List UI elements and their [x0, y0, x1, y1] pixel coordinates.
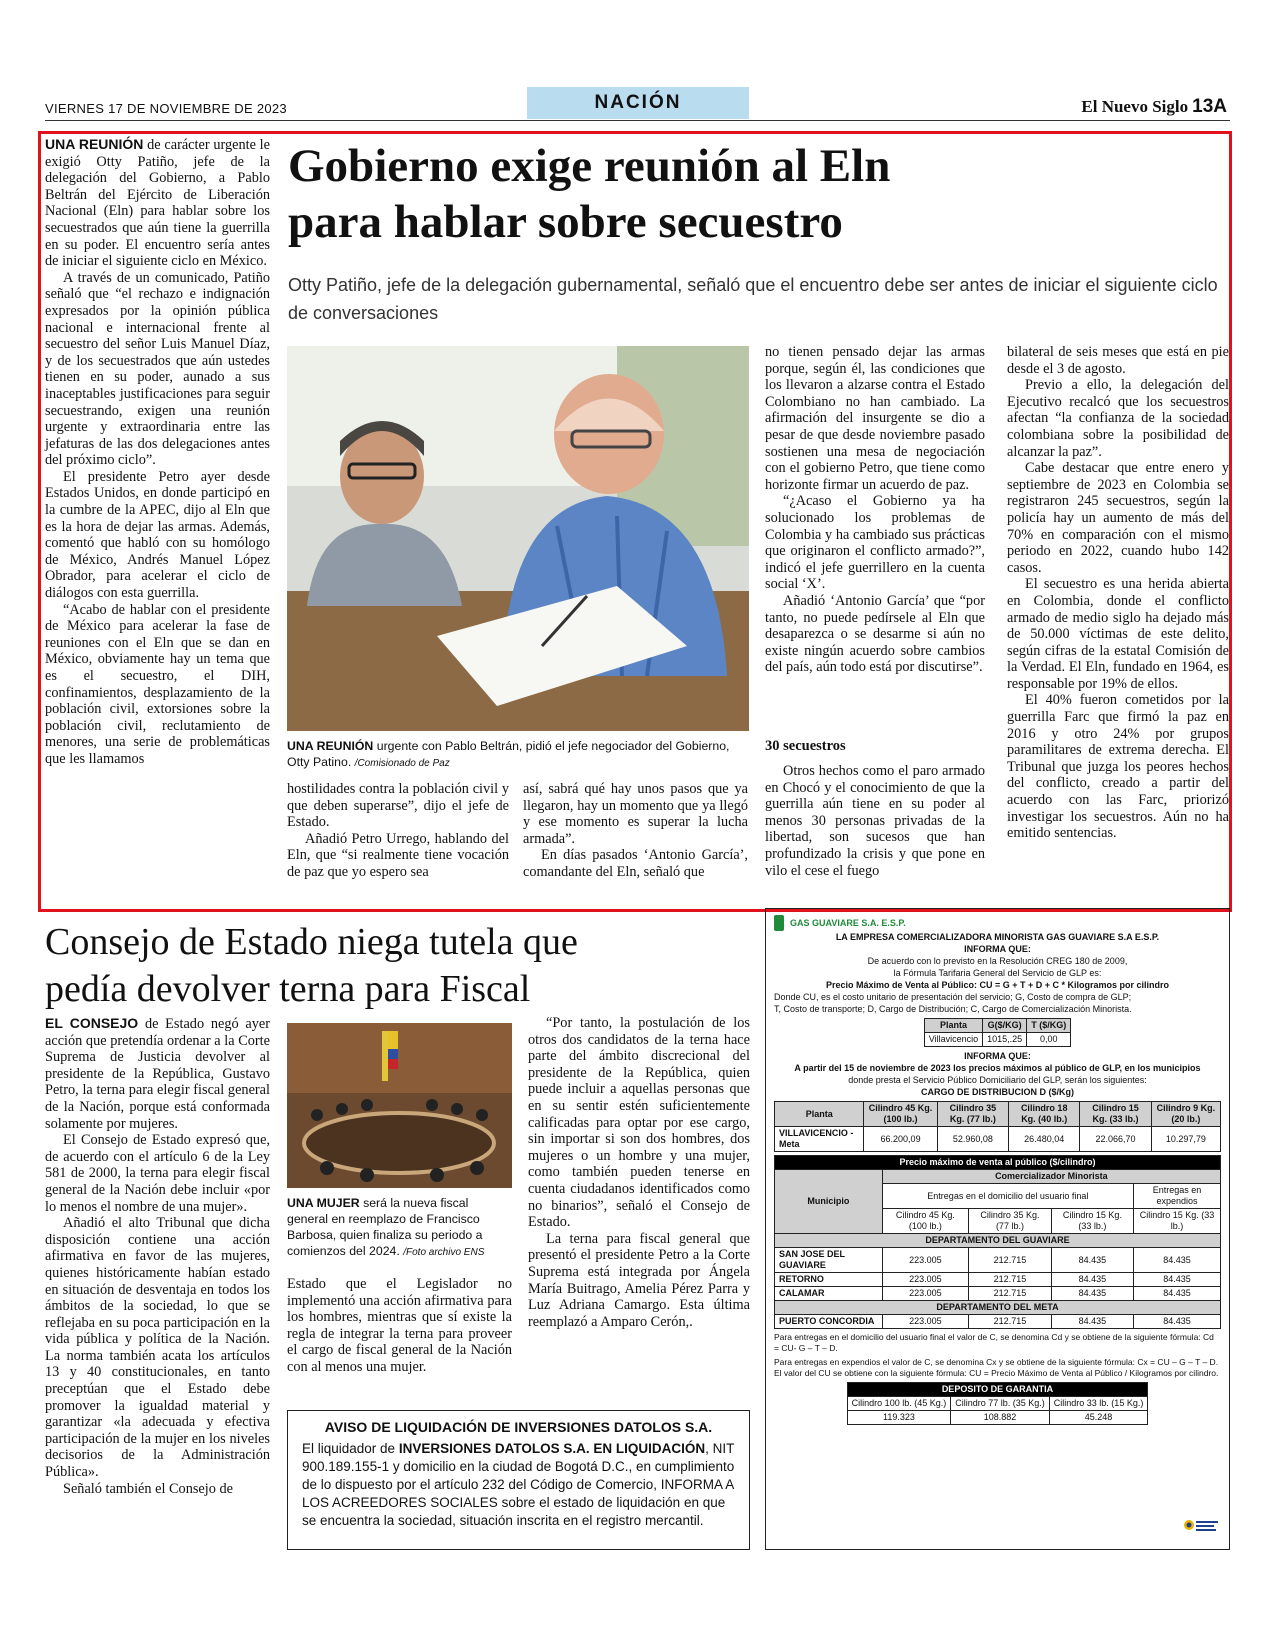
- gas-t4-h2: Cilindro 33 lb. (15 Kg.): [1049, 1397, 1148, 1411]
- article1-photo-credit: /Comisionado de Paz: [354, 758, 450, 769]
- gas-r3-c3: 84.435: [1051, 1287, 1133, 1301]
- gas-r1-mun: SAN JOSE DEL GUAVIARE: [775, 1248, 883, 1273]
- article1-lead: UNA REUNIÓN: [45, 136, 144, 152]
- gas-r2-c1: 223.005: [882, 1273, 968, 1287]
- gas-informa2: INFORMA QUE:: [964, 1051, 1031, 1061]
- article2-headline-line2: pedía devolver terna para Fiscal: [45, 968, 531, 1010]
- gas-line4: donde presta el Servicio Público Domiciliario del GLP, serán los siguientes:: [848, 1075, 1147, 1085]
- gas-r4-c3: 84.435: [1051, 1315, 1133, 1329]
- article1-column-5: [1007, 344, 1229, 842]
- gas-t3-dept1: DEPARTAMENTO DEL GUAVIARE: [775, 1234, 1221, 1248]
- article1-p3: El presidente Petro ayer desde Estados Unidos, en donde participó en la cumbre de la APEC, dijo al Eln que es la hora de dejar las armas. Además, comentó que habló con su homólogo de México, Andrés Manuel López Obrador, para acelerar el ciclo de diálogos con esta guerrilla.: [45, 468, 270, 602]
- article1-c4p1: no tienen pensado dejar las armas porque, según él, las condiciones que los llevaron a alzarse contra el Estado Colombiano no han cambiado. La afirmación del insurgente se dio a pesar de que desde noviembre pasado sostienen una mesa de negociación con el gobierno Petro, que tiene como horizonte firmar un acuerdo de paz.: [765, 344, 985, 493]
- gas-r2-c3: 84.435: [1051, 1273, 1133, 1287]
- gas-note2: Para entregas en expendios el valor de C, se denomina Cx y se obtiene de la siguiente fórmula: Cx = CU – G – T – D. El valor del CU se obtiene con la siguiente fórmula: CU = Precio Máximo de Venta al Público / Kilogramos por cilindro.: [774, 1357, 1219, 1378]
- article1-c5p3: Cabe destacar que entre enero y septiembre de 2023 en Colombia se registraron 245 secuestros, según la policía hay un aumento de más del 70% en comparación con el mismo periodo en 2022, cuando hubo 142 casos.: [1007, 460, 1229, 576]
- article1-column-3: [523, 781, 748, 881]
- gas-company: LA EMPRESA COMERCIALIZADORA MINORISTA GAS GUAVIARE S.A E.S.P.: [835, 932, 1160, 942]
- gas-t4-h0: Cilindro 100 lb. (45 Kg.): [847, 1397, 951, 1411]
- article2-photo-credit: /Foto archivo ENS: [403, 1247, 485, 1258]
- gas-table-planta: [924, 1018, 1071, 1047]
- gas-table-distribucion: [774, 1101, 1221, 1152]
- gas-r1-c4: 84.435: [1134, 1248, 1221, 1273]
- article1-headline: [288, 138, 1198, 250]
- article1-caption-lead: UNA REUNIÓN: [287, 739, 374, 753]
- gas-t3-dom: Entregas en el domicilio del usuario final: [882, 1184, 1133, 1209]
- article2-column-1: [45, 1015, 270, 1497]
- gas-r4-c1: 223.005: [882, 1315, 968, 1329]
- liquidation-notice-body: [302, 1440, 735, 1530]
- gas-t3-col0: Cilindro 45 Kg. (100 lb.): [882, 1209, 968, 1234]
- article2-lead: EL CONSEJO: [45, 1015, 139, 1031]
- gas-t2-c5: 10.297,79: [1151, 1127, 1220, 1152]
- gas-t1-c2: 0,00: [1027, 1033, 1071, 1047]
- gas-def2: T, Costo de transporte; D, Cargo de Distribución; C, Cargo de Comercialización Minorista.: [774, 1004, 1132, 1014]
- gas-r1-c1: 223.005: [882, 1248, 968, 1273]
- article1-caption: [287, 738, 747, 772]
- gas-t3-col2: Cilindro 15 Kg. (33 lb.): [1051, 1209, 1133, 1234]
- gas-t3-col3: Cilindro 15 Kg. (33 lb.): [1134, 1209, 1221, 1234]
- article1-c2p2: Añadió Petro Urrego, hablando del Eln, que “si realmente tiene vocación de paz que yo espero sea: [287, 830, 509, 880]
- gas-t1-h2: T ($/KG): [1027, 1019, 1071, 1033]
- article1-caption-text: urgente con Pablo Beltrán, pidió el jefe negociador del Gobierno, Otty Patino.: [287, 739, 730, 769]
- gas-r3-c2: 212.715: [969, 1287, 1052, 1301]
- gas-t1-c0: Villavicencio: [924, 1033, 982, 1047]
- section-name: NACIÓN: [527, 87, 749, 119]
- article1-column-2: [287, 781, 509, 881]
- gas-t3-mun: Municipio: [775, 1170, 883, 1234]
- gas-r4-mun: PUERTO CONCORDIA: [775, 1315, 883, 1329]
- gas-r1-c3: 84.435: [1051, 1248, 1133, 1273]
- gas-t2-h1: Cilindro 45 Kg. (100 lb.): [864, 1102, 937, 1127]
- gas-r2-c4: 84.435: [1134, 1273, 1221, 1287]
- gas-table-deposito: [847, 1382, 1149, 1425]
- article2-p4: Señaló también el Consejo de: [63, 1480, 233, 1497]
- gas-t1-h1: G($/KG): [983, 1019, 1027, 1033]
- article2-headline-line1: Consejo de Estado niega tutela que: [45, 921, 578, 963]
- gas-t3-com: Comercializador Minorista: [882, 1170, 1220, 1184]
- article1-subhead: 30 secuestros: [765, 738, 846, 754]
- gas-t3-title: Precio máximo de venta al público ($/cilindro): [775, 1156, 1221, 1170]
- gas-t2-h0: Planta: [775, 1102, 864, 1127]
- gas-t4-h1: Cilindro 77 lb. (35 Kg.): [951, 1397, 1050, 1411]
- article2-caption-lead: UNA MUJER: [287, 1196, 360, 1210]
- article1-p4: “Acabo de hablar con el presidente de México para acelerar la fase de reuniones con el Eln que se dan en México, obviamente hay un tema que es el secuestro, el DIH, confinamientos, desplazamiento de la población civil, extorsiones sobre la población civil, reclutamiento de menores, una serie de problemáticas que les llamamos: [45, 601, 270, 767]
- newspaper-masthead: [1081, 96, 1227, 118]
- gas-t4-c0: 119.323: [847, 1411, 951, 1425]
- article1-p2: A través de un comunicado, Patiño señaló que “el rechazo e indignación expresados por la opinión pública nacional e internacional frente al secuestro del señor Luis Manuel Díaz, y de los secuestrados que aún ustedes tienen en su poder, aunado a sus inaceptables justificaciones para seguir secuestrando, exigen una reunión urgente y extraordinaria entre las jefaturas de las dos delegaciones antes del próximo ciclo”.: [45, 269, 270, 469]
- negotiators-photo: [287, 346, 749, 731]
- gas-t2-c0: VILLAVICENCIO - Meta: [775, 1127, 864, 1152]
- article1-column-1: [45, 136, 270, 768]
- gas-r1-c2: 212.715: [969, 1248, 1052, 1273]
- gas-t4-title: DEPOSITO DE GARANTIA: [847, 1383, 1148, 1397]
- gas-t2-c1: 66.200,09: [864, 1127, 937, 1152]
- gas-t2-c2: 52.960,08: [937, 1127, 1008, 1152]
- gas-t2-h4: Cilindro 15 Kg. (33 lb.): [1080, 1102, 1151, 1127]
- article2-caption: [287, 1195, 512, 1261]
- article1-c3p1: así, sabrá qué hay unos pasos que ya llegaron, hay un momento que ya llegó y ese momento es superar la lucha armada”.: [523, 781, 748, 847]
- gas-formula: Precio Máximo de Venta al Público: CU = G + T + D + C * Kilogramos por cilindro: [825, 980, 1170, 990]
- liquidation-notice-title: AVISO DE LIQUIDACIÓN DE INVERSIONES DATOLOS S.A.: [324, 1419, 713, 1435]
- page-number: 13A: [1192, 96, 1227, 117]
- article1-headline-line1: Gobierno exige reunión al Eln: [288, 140, 891, 192]
- article2-column-3: [528, 1015, 750, 1330]
- gas-cargo-title: CARGO DE DISTRIBUCION D ($/Kg): [921, 1087, 1074, 1097]
- article2-p2: El Consejo de Estado expresó que, de acuerdo con el artículo 6 de la Ley 581 de 2000, la terna para elegir fiscal general de la Nación debe incluir «por lo menos el nombre de una mujer».: [45, 1132, 270, 1215]
- newspaper-name: El Nuevo Siglo: [1081, 97, 1189, 116]
- gas-table-precios: [774, 1155, 1221, 1329]
- article1-photo: [287, 346, 749, 731]
- gas-line2: la Fórmula Tarifaria General del Servicio de GLP es:: [893, 968, 1102, 978]
- article2-caption-text: será la nueva fiscal general en reemplazo de Francisco Barbosa, quien finaliza su periodo a comienzos del 2024.: [287, 1196, 483, 1258]
- article1-c4p3: Añadió ‘Antonio García’ que “por tanto, no puede pedírsele al Eln que desaparezca o se desarme si aún no existe ningún acuerdo sobre cambios del país, aún todo está por discutirse”.: [765, 592, 985, 676]
- article1-p1: de carácter urgente le exigió Otty Patiño, jefe de la delegación del Gobierno, a Pablo Beltrán del Ejército de Liberación Nacional (Eln) para hablar sobre los secuestrados que aún tiene la guerrilla en su poder. El encuentro sería antes de iniciar el siguiente ciclo en México.: [45, 137, 270, 270]
- article1-c2p1: hostilidades contra la población civil y que deben superarse”, dijo el jefe de Estado.: [287, 781, 509, 831]
- article1-c5p1: bilateral de seis meses que está en pie desde el 3 de agosto.: [1007, 344, 1229, 377]
- gas-t2-c3: 26.480,04: [1009, 1127, 1080, 1152]
- gas-r3-mun: CALAMAR: [775, 1287, 883, 1301]
- article1-headline-line2: para hablar sobre secuestro: [288, 196, 843, 248]
- article2-p1: de Estado negó ayer acción que pretendía ordenar a la Corte Suprema de Justicia devolver al presidente de la República, Gustavo Petro, la terna para elegir fiscal general de la Nación, porque está conformada solamente por mujeres.: [45, 1016, 270, 1132]
- gas-t4-c1: 108.882: [951, 1411, 1050, 1425]
- gas-informa: INFORMA QUE:: [964, 944, 1031, 954]
- gas-t3-exp: Entregas en expendios: [1134, 1184, 1221, 1209]
- gas-r4-c4: 84.435: [1134, 1315, 1221, 1329]
- edition-date: VIERNES 17 DE NOVIEMBRE DE 2023: [45, 101, 287, 116]
- article1-c3p2: En días pasados ‘Antonio García’, comandante del Eln, señaló que: [523, 847, 748, 880]
- header-rule: [45, 120, 1230, 121]
- gas-r3-c4: 84.435: [1134, 1287, 1221, 1301]
- article1-column-4b: [765, 763, 985, 879]
- gas-t2-c4: 22.066,70: [1080, 1127, 1151, 1152]
- gas-r2-c2: 212.715: [969, 1273, 1052, 1287]
- court-session-photo: [287, 1023, 512, 1188]
- gas-t4-c2: 45.248: [1049, 1411, 1148, 1425]
- gas-logo: [774, 915, 1221, 931]
- gas-t1-h0: Planta: [924, 1019, 982, 1033]
- gas-t2-h5: Cilindro 9 Kg. (20 lb.): [1151, 1102, 1220, 1127]
- gas-r2-mun: RETORNO: [775, 1273, 883, 1287]
- gas-t2-h2: Cilindro 35 Kg. (77 lb.): [937, 1102, 1008, 1127]
- article1-c4p2: “¿Acaso el Gobierno ya ha solucionado los problemas de Colombia y ha cambiado sus prácticas que originaron el conflicto armado?”, indicó el jefe guerrillero en la cuenta social ‘X’.: [765, 493, 985, 593]
- article1-column-4: [765, 344, 985, 676]
- superservicios-seal-icon: [1183, 1513, 1219, 1537]
- gas-r4-c2: 212.715: [969, 1315, 1052, 1329]
- liquidation-notice: [287, 1410, 750, 1550]
- gas-t1-c1: 1015,.25: [983, 1033, 1027, 1047]
- article1-c5p4: El secuestro es una herida abierta en Colombia, donde el conflicto armado de medio siglo ha dejado más de 50.000 víctimas de este delito, según cifras de la estatal Comisión de la Verdad. El Eln, fundado en 1964, es responsable por 19% de ellos.: [1007, 576, 1229, 692]
- article1-subtitle: Otty Patiño, jefe de la delegación gubernamental, señaló que el encuentro debe ser antes de iniciar el siguiente ciclo de conversaciones: [288, 275, 1218, 323]
- gas-logo-icon: [774, 915, 784, 931]
- notice-company: INVERSIONES DATOLOS S.A. EN LIQUIDACIÓN: [398, 1441, 706, 1456]
- gas-line3: A partir del 15 de noviembre de 2023 los precios máximos al público de GLP, en los municipios: [794, 1063, 1201, 1073]
- gas-logo-text: GAS GUAVIARE S.A. E.S.P.: [790, 918, 906, 928]
- gas-t2-h3: Cilindro 18 Kg. (40 lb.): [1009, 1102, 1080, 1127]
- article2-photo: [287, 1023, 512, 1188]
- article1-c5p5: El 40% fueron cometidos por la guerrilla Farc que firmó la paz en 2016 y otro 24% por grupos paramilitares de extrema derecha. El Tribunal que juzga los peores hechos del conflicto, creado a partir del acuerdo con las Farc, priorizó investigar los secuestros. Aún no ha emitido sentencias.: [1007, 692, 1229, 842]
- notice-body-c: , NIT 900.189.155-1 y domicilio en la ciudad de Bogotá D.C., en cumplimiento de lo dispuesto por el artículo 232 del Código de Comercio, INFORMA A LOS ACREEDORES SOCIALES sobre el estado de liquidación en que se encuentra la sociedad, situación inscrita en el registro mercantil.: [302, 1441, 735, 1528]
- notice-body-a: El liquidador de: [302, 1441, 399, 1456]
- gas-line1: De acuerdo con lo previsto en la Resolución CREG 180 de 2009,: [867, 956, 1128, 966]
- article1-c5p2: Previo a ello, la delegación del Ejecutivo recalcó que los secuestros afectan “la confianza de la sociedad colombiana sobre la posibilidad de alcanzar la paz”.: [1007, 377, 1229, 460]
- gas-r3-c1: 223.005: [882, 1287, 968, 1301]
- article2-c3p1: “Por tanto, la postulación de los otros dos candidatos de la terna hace parte del ámbito discrecional del presidente de la República, quien puede incluir a aquellas personas que en su sentir estén suficientemente calificadas para optar por ese cargo, sin importar si son dos hombres, dos mujeres o un hombre y una mujer, como también pueden tenerse en cuenta ciudadanos identificados como no binarios”, señaló el Consejo de Estado.: [528, 1015, 750, 1231]
- gas-t3-col1: Cilindro 35 Kg. (77 lb.): [969, 1209, 1052, 1234]
- gas-t3-dept2: DEPARTAMENTO DEL META: [775, 1301, 1221, 1315]
- article1-c4p4: Otros hechos como el paro armado en Chocó y el conocimiento de que la guerrilla aún tiene en su poder al menos 30 personas privadas de la libertad, son sucesos que han profundizado la crisis y que pone en vilo el cese el fuego: [765, 763, 985, 879]
- article2-p3: Añadió el alto Tribunal que dicha disposición contiene una acción afirmativa en favor de las mujeres, quienes históricamente habían estado en situación de desventaja en todos los ámbitos de la sociedad, lo que se reflejaba en su poca participación en la vida pública y política de la Nación. La norma también acata los artículos 13 y 40 constitucionales, en tanto preceptúan que el Estado debe promover la igualdad material y garantizar «la adecuada y efectiva participación de la mujer en los niveles decisorios de la Administración Pública».: [45, 1215, 270, 1481]
- article2-headline: [45, 919, 745, 1013]
- gas-note1: Para entregas en el domicilio del usuario final el valor de C, se denomina Cd y se obtiene de la siguiente fórmula: Cd = CU- G – T – D.: [774, 1332, 1214, 1353]
- article2-column-2: [287, 1276, 512, 1376]
- gas-def1: Donde CU, es el costo unitario de presentación del servicio; G, Costo de compra de GLP;: [774, 992, 1132, 1002]
- article2-c2p1: Estado que el Legislador no implementó una acción afirmativa para los hombres, mientras que sí existe la regla de integrar la terna para proveer el cargo de fiscal general de la Nación con al menos una mujer.: [287, 1276, 512, 1375]
- gas-guaviare-ad: [765, 908, 1230, 1550]
- article2-c3p2: La terna para fiscal general que presentó el presidente Petro a la Corte Suprema está integrada por Ángela María Buitrago, Amelia Pérez Parra y Luz Adriana Camargo. Esta última reemplazó a Amparo Cerón,.: [528, 1230, 750, 1330]
